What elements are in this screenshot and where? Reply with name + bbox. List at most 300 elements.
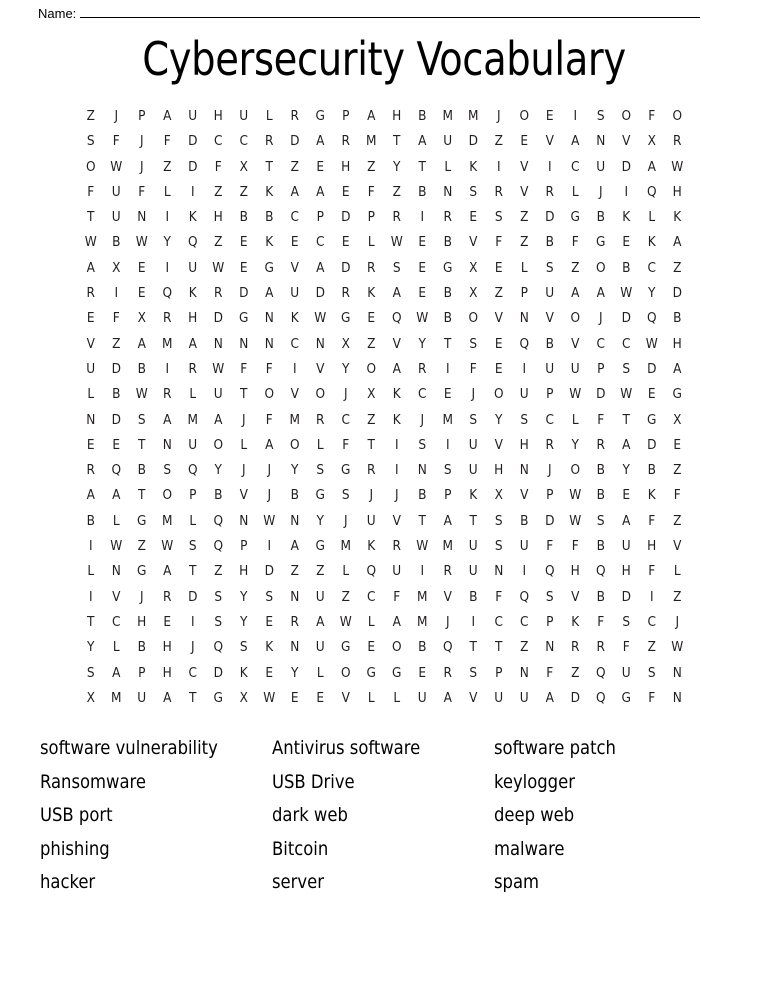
grid-cell[interactable]: W [84,234,97,251]
grid-cell[interactable]: B [443,234,452,251]
grid-cell[interactable]: Q [519,335,530,352]
grid-cell[interactable]: B [520,512,529,529]
grid-cell[interactable]: Z [239,183,248,200]
grid-cell[interactable]: I [496,158,501,175]
grid-cell[interactable]: V [571,588,580,605]
grid-cell[interactable]: E [137,285,146,302]
grid-cell[interactable]: Q [595,563,606,580]
grid-cell[interactable]: G [239,310,249,327]
grid-cell[interactable]: A [163,108,172,124]
grid-cell[interactable]: G [137,563,147,580]
grid-cell[interactable]: B [469,588,478,605]
grid-cell[interactable]: K [265,639,274,656]
grid-cell[interactable]: X [673,411,682,428]
grid-cell[interactable]: R [86,285,95,302]
grid-cell[interactable]: A [622,436,631,453]
grid-cell[interactable]: Q [111,462,122,479]
grid-cell[interactable]: C [418,386,427,403]
grid-cell[interactable]: M [417,613,428,630]
grid-cell[interactable]: P [546,613,554,630]
grid-cell[interactable]: N [111,563,121,580]
grid-cell[interactable]: E [443,386,452,403]
grid-cell[interactable]: V [239,487,248,504]
grid-cell[interactable]: I [88,588,93,605]
grid-cell[interactable]: Z [214,183,223,200]
grid-cell[interactable]: C [520,613,529,630]
grid-cell[interactable]: U [290,285,300,302]
word-list-item[interactable]: hacker [40,871,96,893]
grid-cell[interactable]: Q [187,462,198,479]
grid-cell[interactable]: J [241,411,246,428]
grid-cell[interactable]: D [264,563,274,580]
grid-cell[interactable]: F [163,133,171,150]
grid-cell[interactable]: G [137,512,147,529]
grid-cell[interactable]: V [112,588,121,605]
grid-cell[interactable]: F [571,234,579,251]
grid-cell[interactable]: H [621,563,631,580]
grid-cell[interactable]: G [366,664,376,681]
grid-cell[interactable]: U [239,108,249,124]
grid-cell[interactable]: E [290,689,299,706]
grid-cell[interactable]: O [289,436,300,453]
grid-cell[interactable]: Y [393,158,401,175]
grid-cell[interactable]: X [469,259,478,276]
grid-cell[interactable]: P [240,538,248,555]
grid-cell[interactable]: M [442,411,453,428]
grid-cell[interactable]: Q [213,639,224,656]
grid-cell[interactable]: X [239,158,248,175]
grid-cell[interactable]: O [570,462,581,479]
grid-cell[interactable]: F [265,360,273,377]
grid-cell[interactable]: F [214,158,222,175]
grid-cell[interactable]: T [393,133,401,150]
grid-cell[interactable]: Y [342,360,350,377]
grid-cell[interactable]: S [265,588,274,605]
grid-cell[interactable]: U [570,360,580,377]
grid-cell[interactable]: L [112,512,120,529]
word-list-item[interactable]: Ransomware [40,770,146,793]
grid-cell[interactable]: B [112,234,121,251]
grid-cell[interactable]: R [316,411,325,428]
grid-cell[interactable]: Y [214,462,222,479]
grid-cell[interactable]: J [598,310,603,327]
grid-cell[interactable]: F [597,411,605,428]
grid-cell[interactable]: H [672,335,682,352]
grid-cell[interactable]: G [596,234,606,251]
grid-cell[interactable]: K [647,234,656,251]
grid-cell[interactable]: B [443,285,452,302]
grid-cell[interactable]: V [392,512,401,529]
grid-cell[interactable]: A [265,436,274,453]
grid-cell[interactable]: D [111,411,121,428]
grid-cell[interactable]: E [673,436,682,453]
grid-cell[interactable]: A [443,689,452,706]
grid-cell[interactable]: Z [392,183,401,200]
grid-cell[interactable]: R [290,108,299,124]
grid-cell[interactable]: O [340,664,351,681]
grid-cell[interactable]: N [290,639,300,656]
grid-cell[interactable]: D [545,512,555,529]
grid-cell[interactable]: C [647,613,656,630]
grid-cell[interactable]: A [86,259,95,276]
grid-cell[interactable]: A [214,411,223,428]
grid-cell[interactable]: I [624,183,629,200]
grid-cell[interactable]: H [341,158,351,175]
grid-cell[interactable]: E [239,234,248,251]
grid-cell[interactable]: N [239,335,249,352]
grid-cell[interactable]: D [341,259,351,276]
grid-cell[interactable]: Z [571,664,580,681]
grid-cell[interactable]: I [445,360,450,377]
grid-cell[interactable]: T [138,487,146,504]
grid-cell[interactable]: X [86,689,95,706]
grid-cell[interactable]: S [86,664,95,681]
grid-cell[interactable]: S [494,538,503,555]
grid-cell[interactable]: V [443,588,452,605]
grid-cell[interactable]: P [342,108,350,124]
grid-cell[interactable]: V [622,133,631,150]
grid-cell[interactable]: H [494,462,504,479]
grid-cell[interactable]: J [496,108,501,124]
grid-cell[interactable]: F [495,588,503,605]
grid-cell[interactable]: K [571,613,580,630]
grid-cell[interactable]: N [519,310,529,327]
grid-cell[interactable]: M [162,512,173,529]
grid-cell[interactable]: I [471,613,476,630]
grid-cell[interactable]: T [367,436,375,453]
grid-cell[interactable]: K [392,411,401,428]
grid-cell[interactable]: A [316,183,325,200]
grid-cell[interactable]: E [622,234,631,251]
grid-cell[interactable]: G [341,639,351,656]
grid-cell[interactable]: K [647,487,656,504]
grid-cell[interactable]: U [621,538,631,555]
grid-cell[interactable]: U [86,360,96,377]
grid-cell[interactable]: B [647,462,656,479]
grid-cell[interactable]: M [417,588,428,605]
grid-cell[interactable]: V [290,259,299,276]
grid-cell[interactable]: W [416,538,429,555]
grid-cell[interactable]: U [188,259,198,276]
grid-cell[interactable]: J [420,411,425,428]
grid-cell[interactable]: R [494,183,503,200]
grid-cell[interactable]: B [137,639,146,656]
grid-cell[interactable]: V [469,689,478,706]
grid-cell[interactable]: H [213,209,223,226]
grid-cell[interactable]: T [622,411,630,428]
grid-cell[interactable]: K [188,285,197,302]
grid-cell[interactable]: X [367,386,376,403]
grid-cell[interactable]: J [343,386,348,403]
grid-cell[interactable]: E [86,436,95,453]
grid-cell[interactable]: Q [544,563,555,580]
grid-cell[interactable]: T [189,689,197,706]
grid-cell[interactable]: S [188,538,197,555]
grid-cell[interactable]: N [137,209,147,226]
grid-cell[interactable]: H [570,563,580,580]
grid-cell[interactable]: A [647,158,656,175]
grid-cell[interactable]: E [494,360,503,377]
grid-cell[interactable]: Y [291,664,299,681]
grid-cell[interactable]: B [596,588,605,605]
grid-cell[interactable]: A [571,133,580,150]
grid-cell[interactable]: F [469,360,477,377]
word-list-item[interactable]: software vulnerability [40,737,218,759]
grid-cell[interactable]: A [316,133,325,150]
grid-cell[interactable]: T [469,639,477,656]
grid-cell[interactable]: Y [87,639,95,656]
grid-cell[interactable]: D [672,285,682,302]
grid-cell[interactable]: Y [163,234,171,251]
grid-cell[interactable]: C [188,664,197,681]
grid-cell[interactable]: F [342,436,350,453]
grid-cell[interactable]: S [418,436,427,453]
word-list-item[interactable]: phishing [40,837,110,860]
grid-cell[interactable]: R [571,639,580,656]
grid-cell[interactable]: N [494,563,504,580]
grid-cell[interactable]: D [621,158,631,175]
grid-cell[interactable]: F [597,613,605,630]
grid-cell[interactable]: Z [163,158,172,175]
grid-cell[interactable]: L [648,209,656,226]
grid-cell[interactable]: W [645,335,658,352]
grid-cell[interactable]: E [647,386,656,403]
grid-cell[interactable]: Y [316,512,324,529]
grid-cell[interactable]: X [239,689,248,706]
grid-cell[interactable]: O [672,108,683,124]
grid-cell[interactable]: D [188,158,198,175]
grid-cell[interactable]: J [343,512,348,529]
grid-cell[interactable]: F [87,183,95,200]
grid-cell[interactable]: I [165,360,170,377]
grid-cell[interactable]: G [315,108,325,124]
grid-cell[interactable]: S [622,613,631,630]
grid-cell[interactable]: L [673,563,681,580]
grid-cell[interactable]: D [647,436,657,453]
grid-cell[interactable]: J [598,183,603,200]
grid-cell[interactable]: L [393,689,401,706]
grid-cell[interactable]: S [494,512,503,529]
grid-cell[interactable]: I [420,209,425,226]
grid-cell[interactable]: U [188,108,198,124]
grid-cell[interactable]: O [493,386,504,403]
grid-cell[interactable]: L [189,512,197,529]
grid-cell[interactable]: V [290,386,299,403]
grid-cell[interactable]: B [596,462,605,479]
grid-cell[interactable]: G [315,538,325,555]
grid-cell[interactable]: E [367,310,376,327]
grid-cell[interactable]: G [621,689,631,706]
grid-cell[interactable]: E [341,234,350,251]
grid-cell[interactable]: A [163,411,172,428]
grid-cell[interactable]: F [648,563,656,580]
grid-cell[interactable]: R [86,462,95,479]
grid-cell[interactable]: N [443,183,453,200]
grid-cell[interactable]: I [573,108,578,124]
grid-cell[interactable]: P [597,360,605,377]
grid-cell[interactable]: B [265,209,274,226]
grid-cell[interactable]: M [442,108,453,124]
grid-cell[interactable]: T [87,209,95,226]
grid-cell[interactable]: B [545,234,554,251]
grid-cell[interactable]: R [443,209,452,226]
grid-cell[interactable]: A [596,285,605,302]
grid-cell[interactable]: R [392,209,401,226]
grid-cell[interactable]: R [596,639,605,656]
grid-cell[interactable]: G [213,689,223,706]
grid-cell[interactable]: R [290,613,299,630]
grid-cell[interactable]: U [137,689,147,706]
grid-cell[interactable]: W [671,639,684,656]
grid-cell[interactable]: I [88,538,93,555]
grid-cell[interactable]: C [622,335,631,352]
grid-cell[interactable]: Q [595,689,606,706]
grid-cell[interactable]: S [545,588,554,605]
grid-cell[interactable]: S [647,664,656,681]
grid-cell[interactable]: A [673,360,682,377]
grid-cell[interactable]: B [418,183,427,200]
grid-cell[interactable]: F [112,310,120,327]
grid-cell[interactable]: V [545,133,554,150]
grid-cell[interactable]: F [648,108,656,124]
grid-cell[interactable]: N [545,639,555,656]
grid-cell[interactable]: L [163,183,171,200]
grid-cell[interactable]: M [442,538,453,555]
name-write-line[interactable] [80,4,700,18]
grid-cell[interactable]: B [290,487,299,504]
grid-cell[interactable]: M [162,335,173,352]
grid-cell[interactable]: T [444,335,452,352]
grid-cell[interactable]: J [394,487,399,504]
grid-cell[interactable]: W [569,386,582,403]
grid-cell[interactable]: Y [291,462,299,479]
grid-cell[interactable]: E [494,259,503,276]
grid-cell[interactable]: H [213,108,223,124]
grid-cell[interactable]: Z [316,563,325,580]
grid-cell[interactable]: J [139,158,144,175]
grid-cell[interactable]: O [595,259,606,276]
grid-cell[interactable]: W [569,487,582,504]
grid-cell[interactable]: Z [367,335,376,352]
grid-cell[interactable]: S [469,664,478,681]
grid-cell[interactable]: R [163,386,172,403]
grid-cell[interactable]: S [596,108,605,124]
word-list-item[interactable]: USB Drive [272,770,355,793]
grid-cell[interactable]: W [135,386,148,403]
grid-cell[interactable]: S [341,487,350,504]
grid-cell[interactable]: F [546,664,554,681]
grid-cell[interactable]: I [394,436,399,453]
grid-cell[interactable]: W [263,689,276,706]
grid-cell[interactable]: Y [240,588,248,605]
grid-cell[interactable]: N [315,335,325,352]
grid-cell[interactable]: W [212,259,225,276]
grid-cell[interactable]: W [620,386,633,403]
grid-cell[interactable]: K [239,664,248,681]
grid-cell[interactable]: W [390,234,403,251]
grid-cell[interactable]: T [265,158,273,175]
grid-cell[interactable]: E [469,209,478,226]
grid-cell[interactable]: L [316,664,324,681]
grid-cell[interactable]: K [265,183,274,200]
grid-cell[interactable]: D [468,133,478,150]
grid-cell[interactable]: V [494,436,503,453]
grid-cell[interactable]: V [392,335,401,352]
grid-cell[interactable]: U [417,689,427,706]
grid-cell[interactable]: L [444,158,452,175]
grid-cell[interactable]: J [139,133,144,150]
grid-cell[interactable]: I [190,183,195,200]
grid-cell[interactable]: S [545,259,554,276]
grid-cell[interactable]: D [621,588,631,605]
grid-cell[interactable]: Y [571,436,579,453]
grid-cell[interactable]: Y [648,285,656,302]
grid-cell[interactable]: U [111,209,121,226]
grid-cell[interactable]: B [673,310,682,327]
grid-cell[interactable]: R [545,183,554,200]
grid-cell[interactable]: K [469,487,478,504]
grid-cell[interactable]: U [621,664,631,681]
grid-cell[interactable]: W [620,285,633,302]
grid-cell[interactable]: U [213,386,223,403]
grid-cell[interactable]: N [417,462,427,479]
grid-cell[interactable]: S [469,335,478,352]
grid-cell[interactable]: I [114,285,119,302]
grid-cell[interactable]: C [112,613,121,630]
grid-cell[interactable]: P [546,487,554,504]
grid-cell[interactable]: D [341,209,351,226]
grid-cell[interactable]: J [241,462,246,479]
grid-cell[interactable]: E [367,639,376,656]
grid-cell[interactable]: N [290,588,300,605]
grid-cell[interactable]: Z [86,108,95,124]
grid-cell[interactable]: G [341,462,351,479]
grid-cell[interactable]: Z [290,563,299,580]
grid-cell[interactable]: K [265,234,274,251]
grid-cell[interactable]: V [316,360,325,377]
grid-cell[interactable]: E [418,259,427,276]
grid-cell[interactable]: Z [214,563,223,580]
grid-cell[interactable]: Y [418,335,426,352]
grid-cell[interactable]: W [416,310,429,327]
grid-cell[interactable]: N [290,512,300,529]
grid-cell[interactable]: Q [519,588,530,605]
grid-cell[interactable]: Q [366,563,377,580]
grid-cell[interactable]: V [545,310,554,327]
grid-cell[interactable]: U [188,436,198,453]
grid-cell[interactable]: I [190,613,195,630]
grid-cell[interactable]: C [214,133,223,150]
grid-cell[interactable]: D [290,133,300,150]
grid-cell[interactable]: J [547,462,552,479]
grid-cell[interactable]: X [137,310,146,327]
word-list-item[interactable]: keylogger [494,770,575,793]
grid-cell[interactable]: R [443,563,452,580]
grid-cell[interactable]: F [495,234,503,251]
grid-cell[interactable]: A [112,487,121,504]
grid-cell[interactable]: Y [622,462,630,479]
grid-cell[interactable]: B [443,310,452,327]
grid-cell[interactable]: N [213,335,223,352]
grid-cell[interactable]: O [85,158,96,175]
grid-cell[interactable]: N [596,133,606,150]
grid-cell[interactable]: B [596,209,605,226]
grid-cell[interactable]: G [315,487,325,504]
grid-cell[interactable]: U [519,689,529,706]
grid-cell[interactable]: N [672,664,682,681]
grid-cell[interactable]: A [112,664,121,681]
grid-cell[interactable]: E [112,436,121,453]
